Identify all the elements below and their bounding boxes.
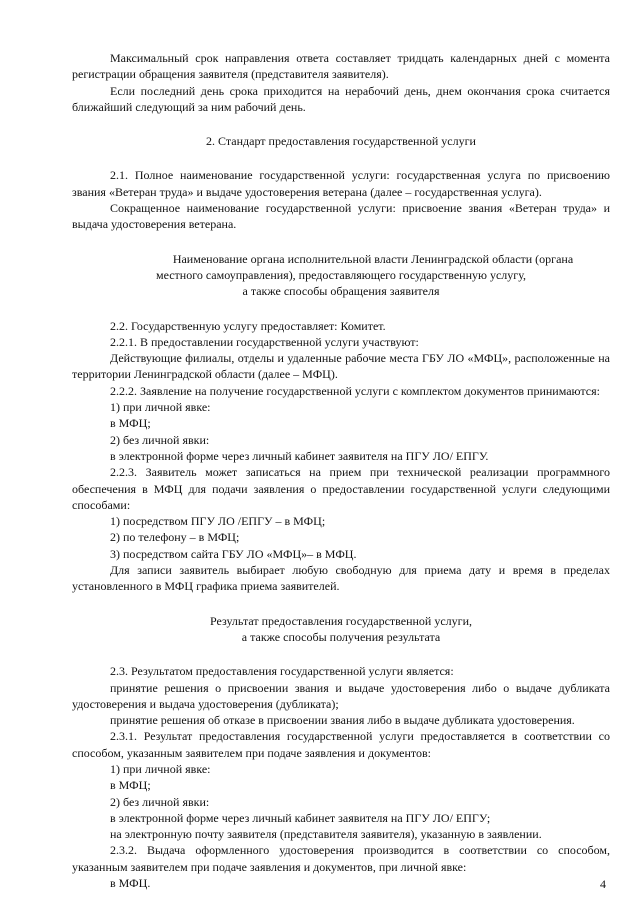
list-item: 2) без личной явки: bbox=[110, 794, 210, 809]
list-item: 1) посредством ПГУ ЛО /ЕПГУ – в МФЦ; bbox=[110, 514, 326, 529]
list-item: на электронную почту заявителя (представителя заявителя), указанную в заявлении. bbox=[110, 827, 542, 842]
paragraph-2-2-3: 2.2.3. Заявитель может записаться на прием при технической реализации программного обеспечения в МФЦ для подачи заявления о предоставлении государственной услуги следующими способами: bbox=[72, 465, 610, 512]
paragraph-2-3-refusal: принятие решения об отказе в присвоении звания либо в выдаче дубликата удостоверения. bbox=[110, 713, 575, 728]
paragraph-2-3-1: 2.3.1. Результат предоставления государственной услуги предоставляется в соответствии со способом, указанным заявителем при подаче заявления и документов: bbox=[72, 729, 610, 760]
list-item: 2) без личной явки: bbox=[110, 432, 210, 447]
heading-result bbox=[72, 613, 610, 646]
paragraph-2-3-decision: принятие решения о присвоении звания и выдаче удостоверения либо о выдаче дубликата удостоверения и выдача удостоверения (дубликата); bbox=[72, 680, 610, 711]
paragraph-2-2-3-booking: Для записи заявитель выбирает любую свободную для приема дату и время в пределах установленного в МФЦ графика приема заявителей. bbox=[72, 563, 610, 594]
list-item: 3) посредством сайта ГБУ ЛО «МФЦ»– в МФЦ. bbox=[110, 546, 357, 561]
heading-result-line-1: Результат предоставления государственной услуги, bbox=[209, 613, 472, 628]
paragraph-2-1: 2.1. Полное наименование государственной услуги: государственная услуга по присвоению звания «Ветеран труда» и выдаче удостоверения ветерана (далее – государственная услуга). bbox=[72, 168, 610, 199]
list-item: в МФЦ. bbox=[110, 876, 151, 891]
list-item: 1) при личной явке: bbox=[110, 761, 211, 776]
page-number: 4 bbox=[600, 877, 606, 891]
list-item: в электронной форме через личный кабинет заявителя на ПГУ ЛО/ ЕПГУ. bbox=[110, 448, 489, 463]
heading-result-line-2: а также способы получения результата bbox=[241, 629, 441, 644]
paragraph-2-3: 2.3. Результатом предоставления государственной услуги является: bbox=[110, 664, 454, 679]
heading-authority bbox=[72, 251, 610, 300]
list-item: в электронной форме через личный кабинет заявителя на ПГУ ЛО/ ЕПГУ; bbox=[110, 810, 491, 825]
paragraph-2-1-short-name: Сокращенное наименование государственной услуги: присвоение звания «Ветеран труда» и выдача удостоверения ветерана. bbox=[72, 201, 610, 232]
paragraph-2-2: 2.2. Государственную услугу предоставляет: Комитет. bbox=[110, 318, 386, 333]
paragraph-2-2-1: 2.2.1. В предоставлении государственной услуги участвуют: bbox=[110, 334, 419, 349]
heading-authority-line-1: Наименование органа исполнительной власти Ленинградской области (органа bbox=[172, 251, 574, 266]
list-item: в МФЦ; bbox=[110, 778, 151, 793]
list-item: в МФЦ; bbox=[110, 416, 151, 431]
paragraph-2-2-2: 2.2.2. Заявление на получение государственной услуги с комплектом документов принимаются: bbox=[110, 383, 600, 398]
heading-authority-line-3: а также способы обращения заявителя bbox=[242, 284, 440, 299]
list-item: 1) при личной явке: bbox=[110, 400, 211, 415]
paragraph-response-deadline: Максимальный срок направления ответа составляет тридцать календарных дней с момента регистрации обращения заявителя (представителя заявителя). bbox=[72, 51, 610, 82]
list-item: 2) по телефону – в МФЦ; bbox=[110, 530, 240, 545]
section-2-title: 2. Стандарт предоставления государственной услуги bbox=[206, 134, 476, 149]
heading-authority-line-2: местного самоуправления), предоставляющего государственную услугу, bbox=[155, 267, 526, 282]
paragraph-2-2-1-mfc: Действующие филиалы, отделы и удаленные рабочие места ГБУ ЛО «МФЦ», расположенные на территории Ленинградской области (далее – МФЦ). bbox=[72, 351, 610, 382]
paragraph-nonworking-day: Если последний день срока приходится на нерабочий день, днем окончания срока считается ближайший следующий за ним рабочий день. bbox=[72, 83, 610, 114]
paragraph-2-3-2: 2.3.2. Выдача оформленного удостоверения производится в соответствии со способом, указанным заявителем при подаче заявления и документов, при личной явке: bbox=[72, 843, 610, 874]
